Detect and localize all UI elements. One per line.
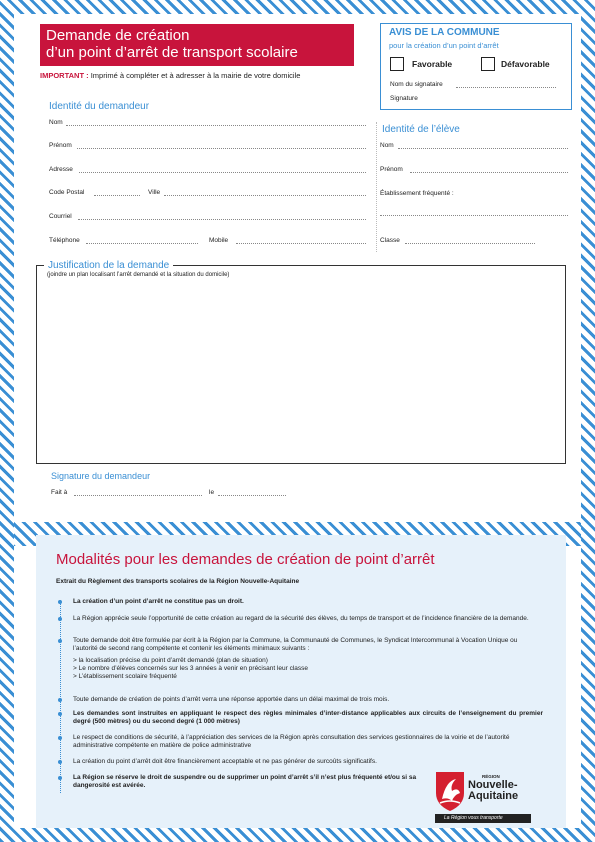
modalite-item: Toute demande de création de points d’arrêt verra une réponse apportée dans un délai maximal de trois mois. <box>73 696 390 703</box>
signataire-label: Nom du signataire <box>390 81 443 88</box>
favorable-checkbox[interactable] <box>390 57 404 71</box>
fait-a-label: Fait à <box>51 489 68 496</box>
form-page <box>14 14 581 828</box>
bullet-dot <box>58 760 62 764</box>
region-logo <box>434 771 532 823</box>
justification-title: Justification de la demande <box>44 260 173 271</box>
bullet-dot <box>58 600 62 604</box>
etablissement-field[interactable] <box>380 215 568 216</box>
code-postal-field[interactable] <box>94 195 140 196</box>
eleve-nom-label: Nom <box>380 142 394 149</box>
modalites-subtitle: Extrait du Règlement des transports scolaires de la Région Nouvelle-Aquitaine <box>56 578 300 585</box>
defavorable-checkbox[interactable] <box>481 57 495 71</box>
eleve-prenom-field[interactable] <box>410 172 568 173</box>
ville-label: Ville <box>148 189 161 196</box>
important-note <box>40 71 300 80</box>
important-text: Imprimé à compléter et à adresser à la mairie de votre domicile <box>90 71 301 80</box>
modalite-item: La Région apprécie seule l’opportunité de cette création au regard de la sécurité des élèves, du temps de transport et de l’incidence financière de la demande. <box>73 615 529 622</box>
demandeur-nom-field[interactable] <box>66 125 366 126</box>
code-postal-label: Code Postal <box>49 189 85 196</box>
date-field[interactable] <box>218 495 286 496</box>
modalite-item: La création du point d’arrêt doit être financièrement acceptable et ne pas générer de surcoûts significatifs. <box>73 758 377 765</box>
courriel-label: Courriel <box>49 213 72 220</box>
signataire-field[interactable] <box>456 87 556 88</box>
avis-commune-box <box>380 23 572 110</box>
demandeur-prenom-field[interactable] <box>77 148 366 149</box>
defavorable-label: Défavorable <box>501 59 550 69</box>
form-title <box>40 24 354 66</box>
bullet-dot <box>58 776 62 780</box>
form-title-line2: d’un point d’arrêt de transport scolaire <box>46 44 298 61</box>
modalite-item: Les demandes sont instruites en appliquant le respect des règles minimales d’inter-distance applicables aux circuits de l’enseignement du premier degré (500 mètres) ou du second degré (1 000 mètres) <box>73 710 543 725</box>
form-title-line1: Demande de création <box>46 27 190 44</box>
modalite-subitem: > L’établissement scolaire fréquenté <box>73 673 177 680</box>
demandeur-prenom-label: Prénom <box>49 142 72 149</box>
bullet-dot <box>58 712 62 716</box>
bullet-dot <box>58 617 62 621</box>
bullet-dot <box>58 736 62 740</box>
demandeur-adresse-label: Adresse <box>49 166 73 173</box>
demandeur-section-title: Identité du demandeur <box>49 101 150 112</box>
logo-region: RÉGION <box>482 774 500 779</box>
modalite-item: Toute demande doit être formulée par écrit à la Région par la Commune, la Communauté de Communes, le Syndicat Intercommunal à Vocation Unique ou l’autorité de second rang compétente et contenir les éléments minimaux suivants : <box>73 637 518 652</box>
avis-subtitle: pour la création d’un point d’arrêt <box>389 41 499 50</box>
important-label: IMPORTANT : <box>40 71 89 80</box>
etablissement-label: Établissement fréquenté : <box>380 190 454 197</box>
classe-label: Classe <box>380 237 400 244</box>
signature-section-title: Signature du demandeur <box>51 471 151 481</box>
mobile-label: Mobile <box>209 237 229 244</box>
bullet-dot <box>58 639 62 643</box>
logo-name-line1: Nouvelle- <box>468 779 518 791</box>
modalite-item: Le respect de conditions de sécurité, à l’appréciation des services de la Région après consultation des services gestionnaires de la voirie et de l’autorité administrative compétente en matière de police administrative <box>73 734 510 749</box>
modalite-subitem: > la localisation précise du point d’arrêt demandé (plan de situation) <box>73 657 268 664</box>
logo-name-line2: Aquitaine <box>468 790 519 802</box>
logo-tagline: La Région vous transporte <box>444 815 503 821</box>
favorable-label: Favorable <box>412 59 453 69</box>
modalite-subitem: > Le nombre d’élèves concernés sur les 3 années à venir en précisant leur classe <box>73 665 309 672</box>
courriel-field[interactable] <box>78 219 366 220</box>
telephone-label: Téléphone <box>49 237 80 244</box>
classe-field[interactable] <box>405 243 535 244</box>
modalite-item: La création d’un point d’arrêt ne constitue pas un droit. <box>73 598 244 605</box>
fait-a-field[interactable] <box>74 495 202 496</box>
demandeur-adresse-field[interactable] <box>79 172 366 173</box>
demandeur-nom-label: Nom <box>49 119 63 126</box>
justification-box[interactable] <box>36 265 566 464</box>
bullet-line <box>60 600 61 793</box>
modalites-title: Modalités pour les demandes de création de point d’arrêt <box>56 551 435 568</box>
eleve-nom-field[interactable] <box>398 148 568 149</box>
mobile-field[interactable] <box>236 243 366 244</box>
avis-title: AVIS DE LA COMMUNE <box>389 27 500 38</box>
modalite-item: La Région se réserve le droit de suspendre ou de supprimer un point d’arrêt s’il n’est plus fréquenté et/ou si sa dangerosité est avérée. <box>73 774 417 789</box>
justification-subtitle: (joindre un plan localisant l’arrêt demandé et la situation du domicile) <box>47 272 230 278</box>
bullet-dot <box>58 698 62 702</box>
date-label: le <box>209 489 215 496</box>
avis-signature-label: Signature <box>390 95 418 102</box>
telephone-field[interactable] <box>86 243 198 244</box>
eleve-prenom-label: Prénom <box>380 166 403 173</box>
column-divider <box>376 122 377 252</box>
ville-field[interactable] <box>164 195 366 196</box>
eleve-section-title: Identité de l’élève <box>382 124 460 135</box>
